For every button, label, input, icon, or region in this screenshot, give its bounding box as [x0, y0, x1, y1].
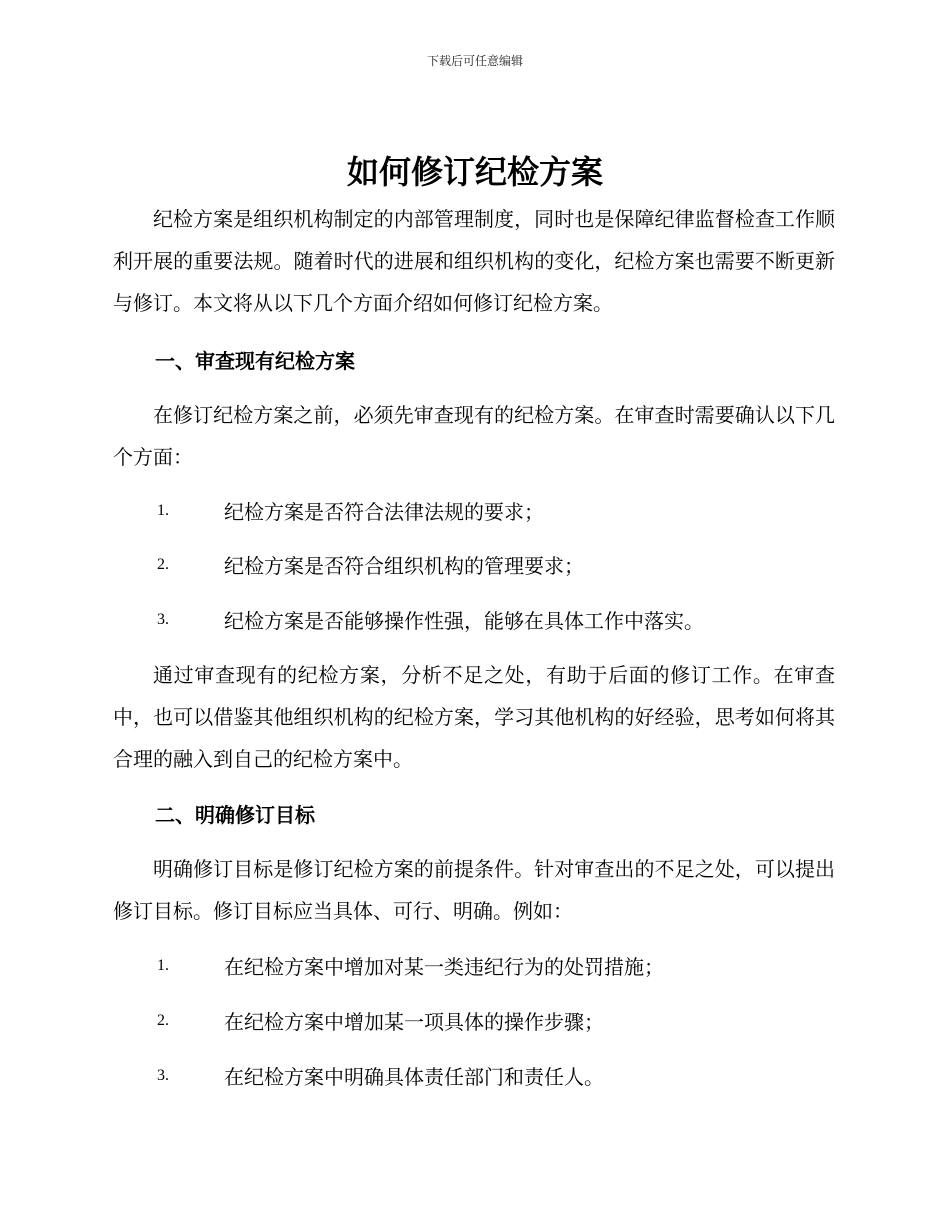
list-item: [155, 1062, 835, 1092]
list-item-number: 2.: [157, 556, 169, 573]
document-title: 如何修订纪检方案: [346, 153, 603, 191]
list-item-number: 2.: [157, 1012, 169, 1029]
list-item-text: 纪检方案是否符合组织机构的管理要求；: [224, 554, 584, 578]
list-item-text: 在纪检方案中明确具体责任部门和责任人。: [224, 1065, 604, 1089]
section-1-paragraph-1: 在修订纪检方案之前，必须先审查现有的纪检方案。在审查时需要确认以下几个方面：: [113, 403, 835, 469]
list-item-number: 3.: [157, 1067, 169, 1084]
intro-paragraph: 纪检方案是组织机构制定的内部管理制度，同时也是保障纪律监督检查工作顺利开展的重要法规。随着时代的进展和组织机构的变化，纪检方案也需要不断更新与修订。本文将从以下几个方面介绍如何修订纪检方案。: [113, 207, 835, 315]
page-header: 下载后可任意编辑: [426, 54, 523, 68]
list-item-text: 在纪检方案中增加对某一类违纪行为的处罚措施；: [224, 955, 664, 979]
section-1-paragraph-2: 通过审查现有的纪检方案，分析不足之处，有助于后面的修订工作。在审查中，也可以借鉴其他组织机构的纪检方案，学习其他机构的好经验，思考如何将其合理的融入到自己的纪检方案中。: [113, 663, 835, 771]
section-1-heading: 一、审查现有纪检方案: [155, 349, 355, 373]
list-item: [155, 551, 835, 581]
list-item-number: 1.: [157, 957, 169, 974]
section-2-heading: 二、明确修订目标: [155, 803, 315, 827]
list-item: [155, 606, 835, 636]
list-item-text: 纪检方案是否能够操作性强，能够在具体工作中落实。: [224, 609, 704, 633]
list-item: [155, 952, 835, 982]
section-2-paragraph-1: 明确修订目标是修订纪检方案的前提条件。针对审查出的不足之处，可以提出修订目标。修订目标应当具体、可行、明确。例如：: [113, 857, 835, 923]
list-item: [155, 497, 835, 527]
list-item: [155, 1007, 835, 1037]
list-item-text: 纪检方案是否符合法律法规的要求；: [224, 500, 544, 524]
list-item-text: 在纪检方案中增加某一项具体的操作步骤；: [224, 1010, 604, 1034]
list-item-number: 1.: [157, 502, 169, 519]
list-item-number: 3.: [157, 611, 169, 628]
